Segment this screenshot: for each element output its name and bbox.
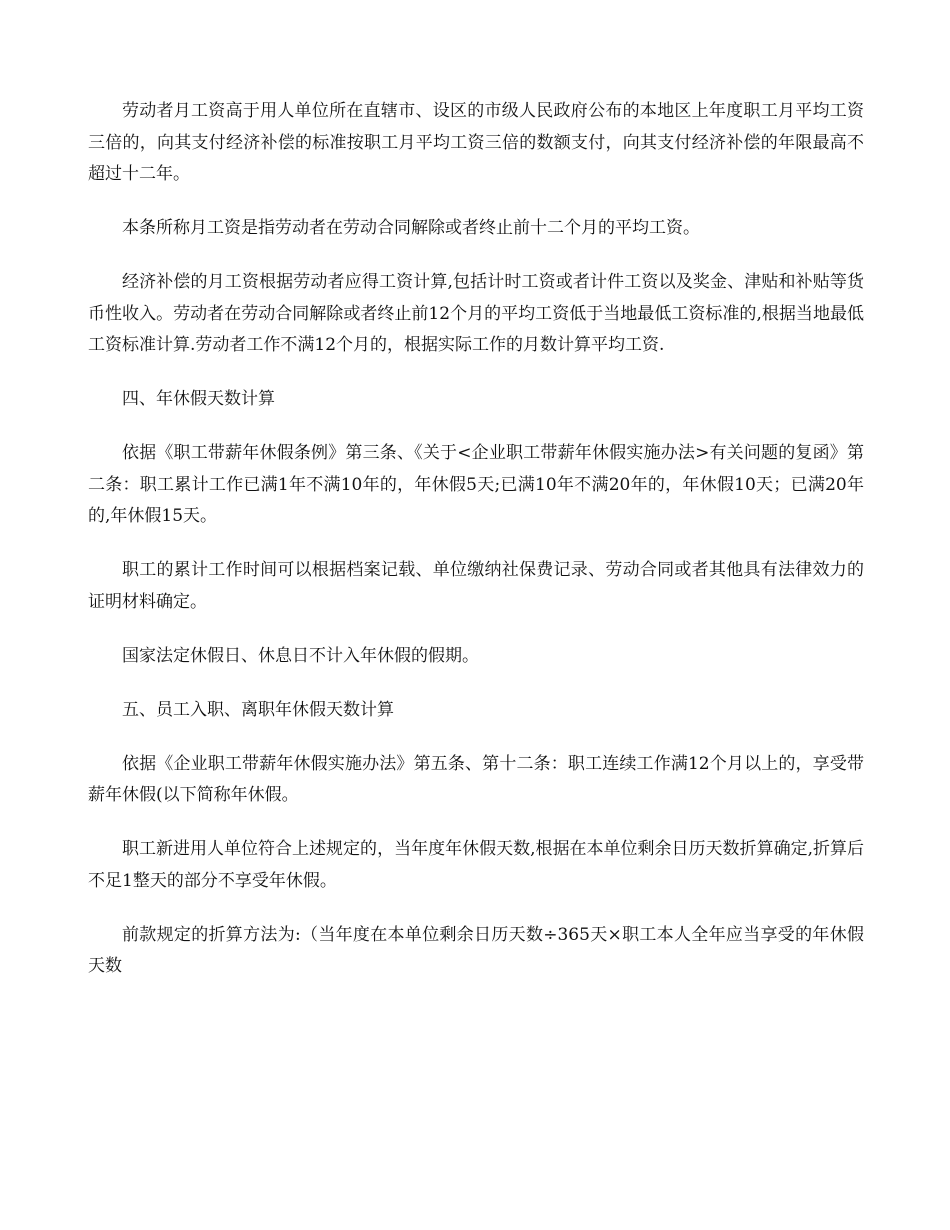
paragraph-leave-regulation: 依据《职工带薪年休假条例》第三条、《关于<企业职工带薪年休假实施办法>有关问题的复函》第二条：职工累计工作已满1年不满10年的，年休假5天;已满10年不满20年的，年休假10天；已满20年的,年休假15天。 (88, 443, 864, 526)
paragraph-leave-eligibility: 依据《企业职工带薪年休假实施办法》第五条、第十二条：职工连续工作满12个月以上的，享受带薪年休假(以下简称年休假。 (88, 753, 864, 805)
document-body (88, 96, 864, 1005)
section-heading-entry-exit-leave: 五、员工入职、离职年休假天数计算 (122, 699, 394, 720)
paragraph-wage-calculation: 经济补偿的月工资根据劳动者应得工资计算,包括计时工资或者计件工资以及奖金、津贴和补贴等货币性收入。劳动者在劳动合同解除或者终止前12个月的平均工资低于当地最低工资标准的,根据当地最低工资标准计算.劳动者工作不满12个月的，根据实际工作的月数计算平均工资. (88, 272, 864, 355)
paragraph-holidays-excluded: 国家法定休假日、休息日不计入年休假的假期。 (122, 645, 479, 666)
paragraph-new-employee-leave: 职工新进用人单位符合上述规定的，当年度年休假天数,根据在本单位剩余日历天数折算确定,折算后不足1整天的部分不享受年休假。 (88, 839, 864, 891)
paragraph-compensation-cap: 劳动者月工资高于用人单位所在直辖市、设区的市级人民政府公布的本地区上年度职工月平均工资三倍的，向其支付经济补偿的标准按职工月平均工资三倍的数额支付，向其支付经济补偿的年限最高不超过十二年。 (88, 101, 864, 184)
section-heading-annual-leave: 四、年休假天数计算 (122, 389, 275, 409)
paragraph-leave-formula: 前款规定的折算方法为:（当年度在本单位剩余日历天数÷365天×职工本人全年应当享受的年休假天数 (88, 924, 864, 976)
paragraph-monthly-wage-definition: 本条所称月工资是指劳动者在劳动合同解除或者终止前十二个月的平均工资。 (122, 218, 700, 238)
paragraph-work-time-proof: 职工的累计工作时间可以根据档案记载、单位缴纳社保费记录、劳动合同或者其他具有法律效力的证明材料确定。 (88, 560, 864, 612)
